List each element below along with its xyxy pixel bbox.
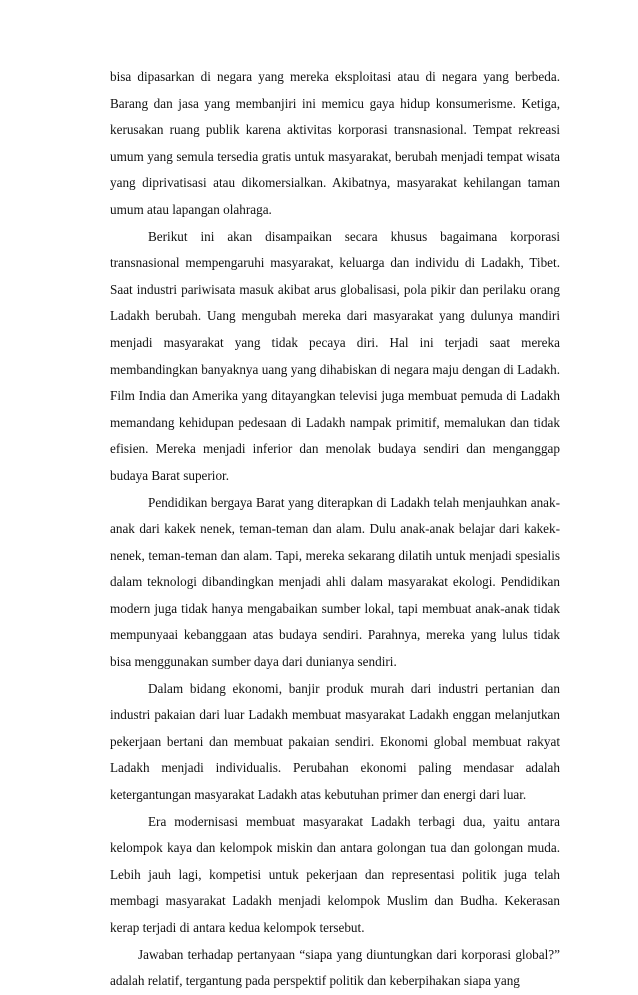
paragraph-modernization: Era modernisasi membuat masyarakat Ladakh terbagi dua, yaitu antara kelompok kaya dan kelompok miskin dan antara golongan tua dan golongan muda. Lebih jauh lagi, kompetisi untuk pekerjaan dan representasi politik juga telah membagi masyarakat Ladakh menjadi kelompok Muslim dan Budha. Kekerasan kerap terjadi di antara kedua kelompok tersebut.	[110, 813, 560, 935]
paragraph-ladakh-intro: Berikut ini akan disampaikan secara khusus bagaimana korporasi transnasional mempengaruhi masyarakat, keluarga dan individu di Ladakh, Tibet. Saat industri pariwisata masuk akibat arus globalisasi, pola pikir dan perilaku orang Ladakh berubah. Uang mengubah mereka dari masyarakat yang dulunya mandiri menjadi masyarakat yang tidak pecaya diri. Hal ini terjadi saat mereka membandingkan banyaknya uang yang dihabiskan di negara maju dengan di Ladakh. Film India dan Amerika yang ditayangkan televisi juga membuat pemuda di Ladakh memandang kehidupan pedesaan di Ladakh nampak primitif, memalukan dan tidak efisien. Mereka menjadi inferior dan menolak budaya sendiri dan menganggap budaya Barat superior.	[110, 228, 560, 483]
paragraph-continuation: bisa dipasarkan di negara yang mereka eksploitasi atau di negara yang berbeda. Barang dan jasa yang membanjiri ini memicu gaya hidup konsumerisme. Ketiga, kerusakan ruang publik karena aktivitas korporasi transnasional. Tempat rekreasi umum yang semula tersedia gratis untuk masyarakat, berubah menjadi tempat wisata yang diprivatisasi atau dikomersialkan. Akibatnya, masyarakat kehilangan taman umum atau lapangan olahraga.	[110, 69, 560, 217]
paragraph-economy: Dalam bidang ekonomi, banjir produk murah dari industri pertanian dan industri pakaian dari luar Ladakh membuat masyarakat Ladakh enggan melanjutkan pekerjaan bertani dan membuat pakaian sendiri. Ekonomi global membuat rakyat Ladakh menjadi individualis. Perubahan ekonomi paling mendasar adalah ketergantungan masyarakat Ladakh atas kebutuhan primer dan energi dari luar.	[110, 680, 560, 803]
document-page	[110, 64, 560, 995]
paragraph-education: Pendidikan bergaya Barat yang diterapkan di Ladakh telah menjauhkan anak-anak dari kakek nenek, teman-teman dan alam. Dulu anak-anak belajar dari kakek-nenek, teman-teman dan alam. Tapi, mereka sekarang dilatih untuk menjadi spesialis dalam teknologi dibandingkan menjadi ahli dalam masyarakat ekologi. Pendidikan modern juga tidak hanya mengabaikan sumber lokal, tapi membuat anak-anak tidak mempunyaai kebanggaan atas budaya sendiri. Parahnya, mereka yang lulus tidak bisa menggunakan sumber daya dari dunianya sendiri.	[110, 494, 560, 670]
paragraph-answer: Jawaban terhadap pertanyaan “siapa yang diuntungkan dari korporasi global?” adalah relatif, tergantung pada perspektif politik dan keberpihakan siapa yang	[110, 946, 560, 989]
